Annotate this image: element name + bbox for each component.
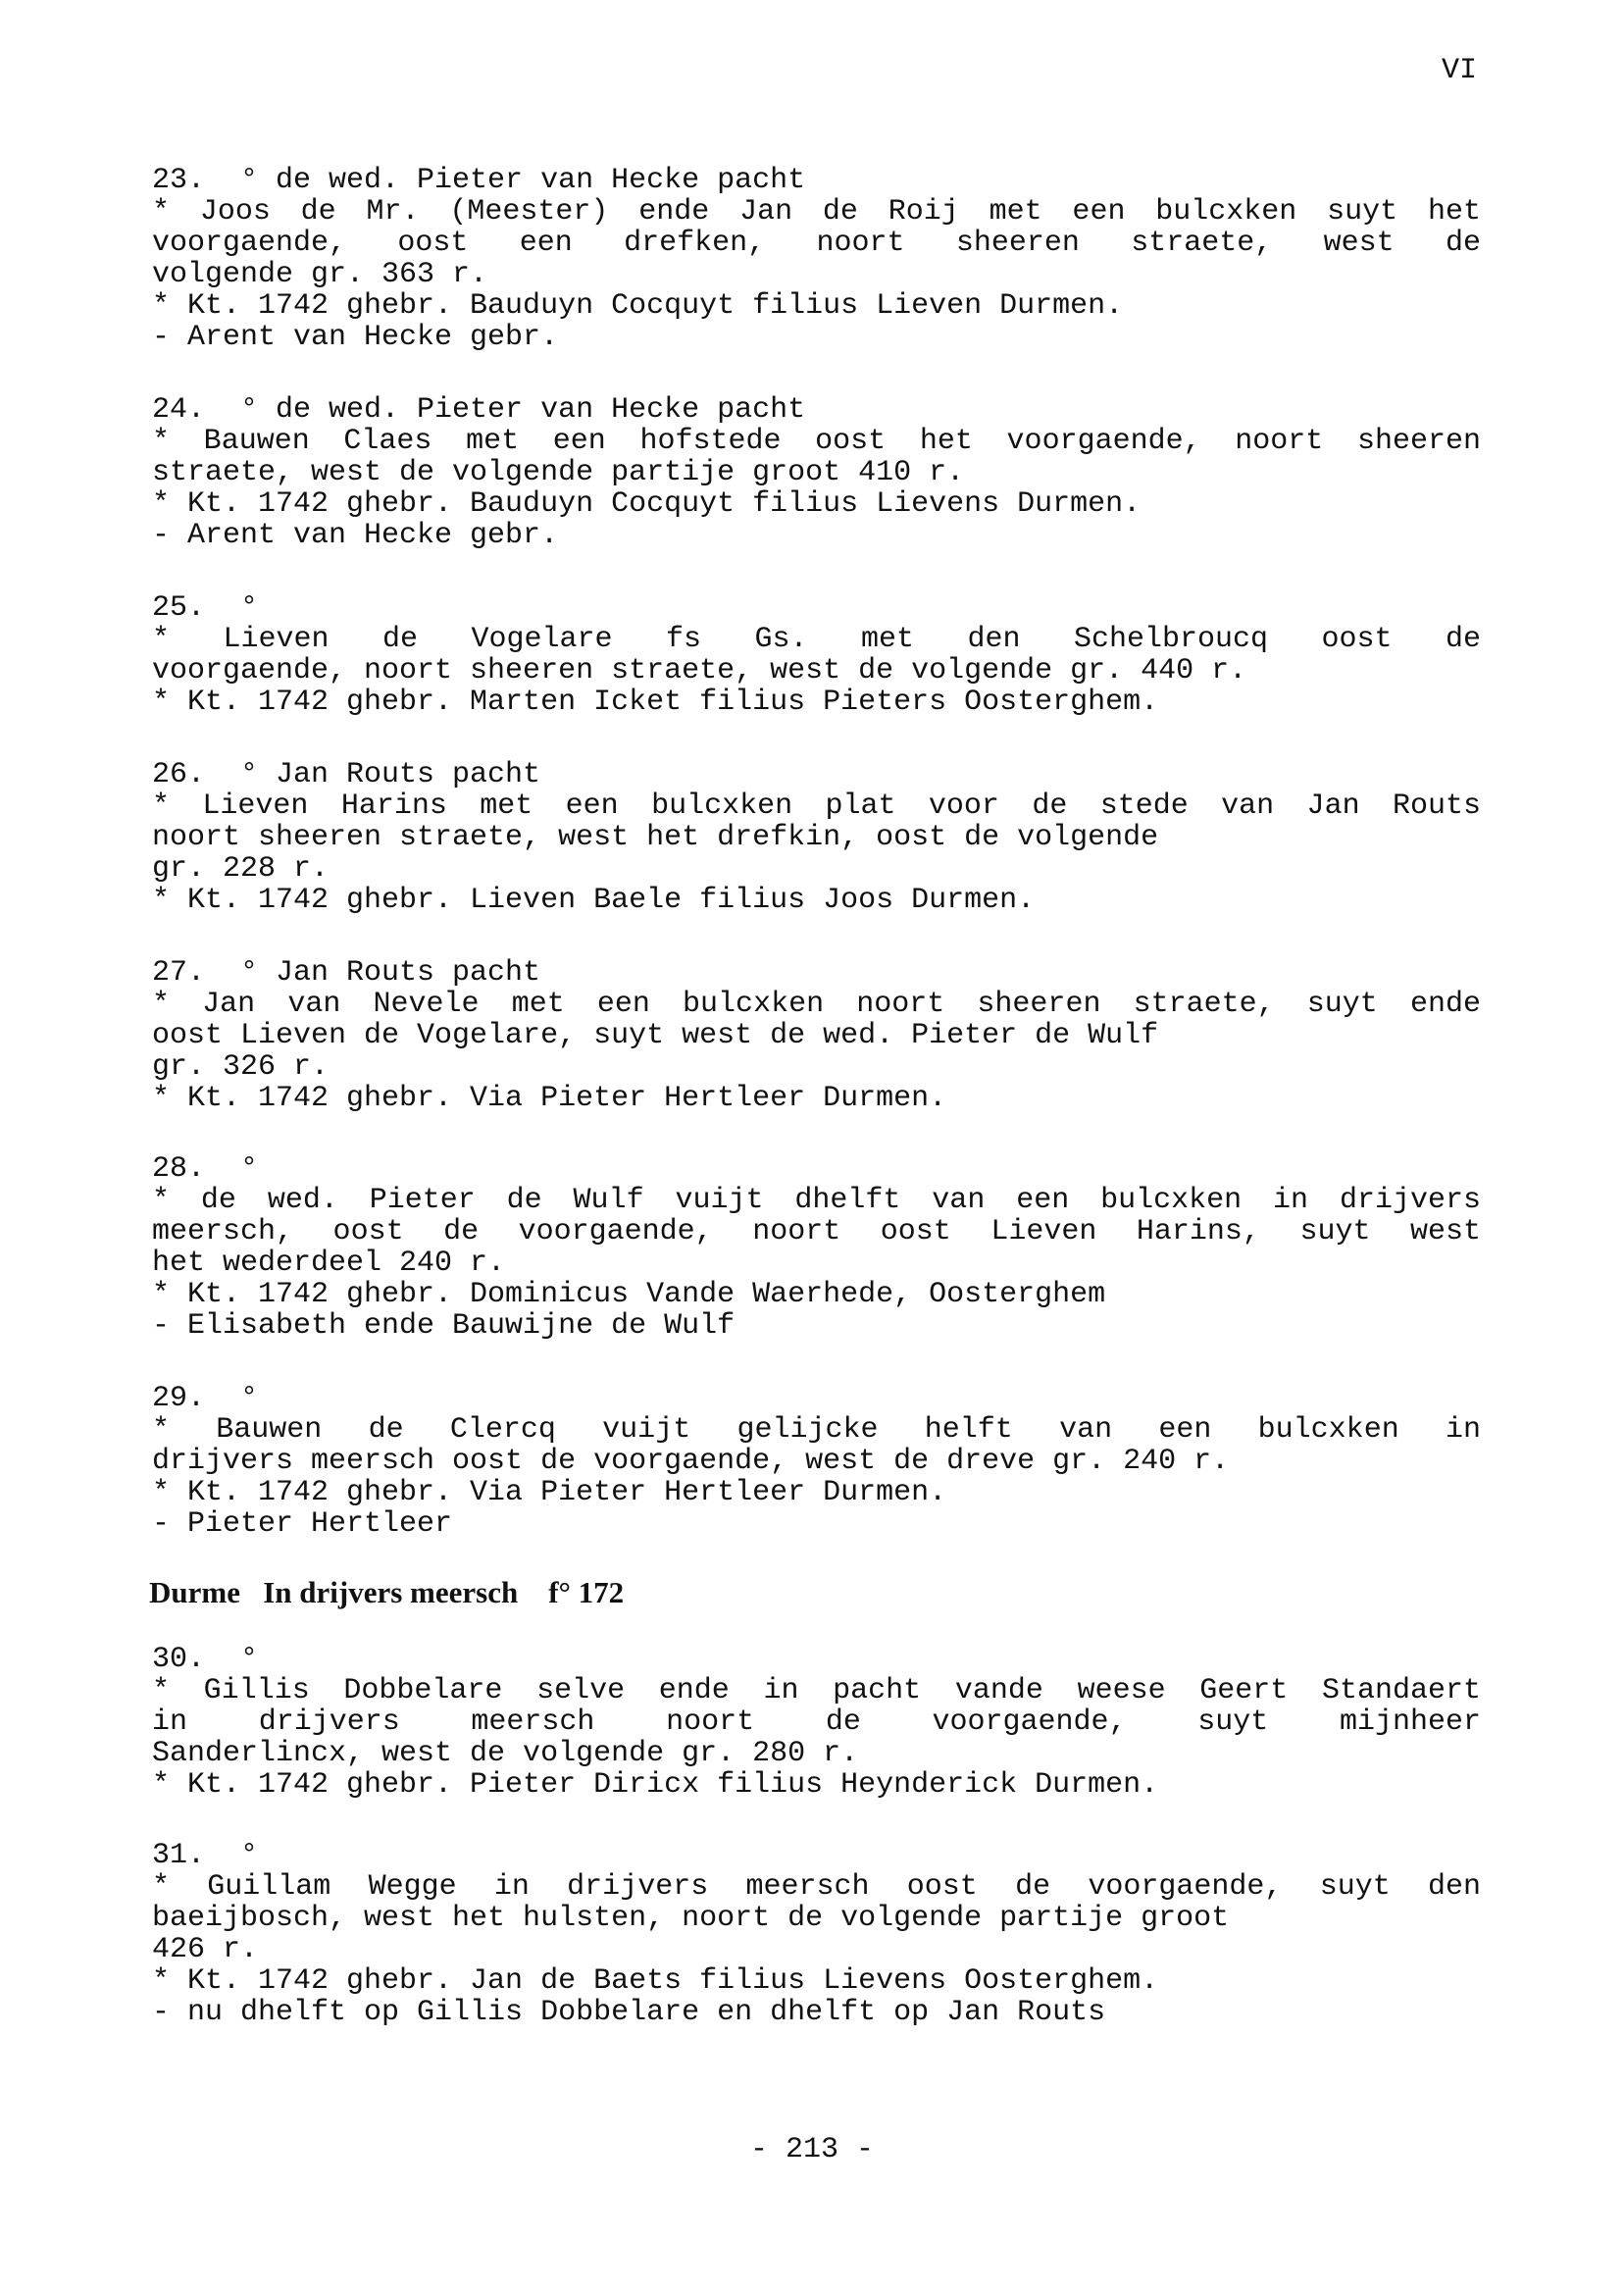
entry-head: 28. ° [152,1152,259,1186]
entry-line: noort sheeren straete, west het drefkin, oost de volgende [152,821,1159,854]
entry-line: volgende gr. 363 r. [152,258,488,291]
entry-head: 30. ° [152,1643,259,1676]
entry-26 [152,759,1481,916]
entry-line: * Bauwen Claes met een hofstede oost het voorgaende, noort sheeren [152,425,1481,458]
entry-line: gr. 228 r. [152,852,330,886]
entry-line: voorgaende, noort sheeren straete, west de volgende gr. 440 r. [152,654,1247,687]
entry-head: 23. ° de wed. Pieter van Hecke pacht [152,164,806,197]
entry-line: baeijbosch, west het hulsten, noort de volgende partije groot [152,1902,1230,1935]
section-heading: Durme In drijvers meersch f° 172 [149,1575,625,1609]
entry-line: voorgaende, oost een drefken, noort sheeren straete, west de [152,227,1481,260]
entry-30 [152,1644,1481,1801]
entry-line: - Arent van Hecke gebr. [152,519,559,552]
entry-line: * Bauwen de Clercq vuijt gelijcke helft van een bulcxken in [152,1413,1481,1447]
entry-line: oost Lieven de Vogelare, suyt west de wed. Pieter de Wulf [152,1019,1159,1052]
entry-31 [152,1840,1481,2028]
entry-line: gr. 326 r. [152,1050,330,1084]
entry-29 [152,1383,1481,1540]
entry-27 [152,957,1481,1114]
entry-head: 25. ° [152,591,259,625]
entry-line: * Kt. 1742 ghebr. Via Pieter Hertleer Durmen. [152,1082,947,1115]
entry-line: meersch, oost de voorgaende, noort oost Lieven Harins, suyt west [152,1215,1481,1248]
page-number: - 213 - [749,2133,875,2166]
entry-line: * Kt. 1742 ghebr. Via Pieter Hertleer Durmen. [152,1476,947,1509]
entry-head: 31. ° [152,1839,259,1872]
entry-line: 426 r. [152,1933,259,1966]
entry-line: - nu dhelft op Gillis Dobbelare en dhelft op Jan Routs [152,1996,1106,2029]
entry-28 [152,1153,1481,1342]
section-label: VI [1441,54,1477,87]
entry-line: * Joos de Mr. (Meester) ende Jan de Roij met een bulcxken suyt het [152,195,1481,229]
entry-line: * Kt. 1742 ghebr. Dominicus Vande Waerhede, Oosterghem [152,1278,1106,1311]
entry-head: 29. ° [152,1382,259,1415]
entry-line: Sanderlincx, west de volgende gr. 280 r. [152,1737,859,1770]
entry-23 [152,165,1481,353]
entry-line: * Kt. 1742 ghebr. Jan de Baets filius Lievens Oosterghem. [152,1964,1159,1998]
entry-line: - Arent van Hecke gebr. [152,321,559,354]
entry-head: 26. ° Jan Routs pacht [152,758,541,791]
entry-line: * Kt. 1742 ghebr. Bauduyn Cocquyt filius Lieven Durmen. [152,289,1124,323]
entry-line: * Kt. 1742 ghebr. Lieven Baele filius Joos Durmen. [152,884,1036,917]
entry-line: - Pieter Hertleer [152,1507,453,1541]
entry-head: 27. ° Jan Routs pacht [152,956,541,990]
entry-24 [152,394,1481,551]
entry-line: * Kt. 1742 ghebr. Pieter Diricx filius Heynderick Durmen. [152,1768,1159,1802]
entry-head: 24. ° de wed. Pieter van Hecke pacht [152,393,806,427]
entry-line: * Lieven Harins met een bulcxken plat voor de stede van Jan Routs [152,789,1481,823]
entry-25 [152,592,1481,718]
entry-line: * Gillis Dobbelare selve ende in pacht vande weese Geert Standaert [152,1674,1481,1707]
entry-line: * Kt. 1742 ghebr. Bauduyn Cocquyt filius Lievens Durmen. [152,487,1142,521]
entry-line: * Guillam Wegge in drijvers meersch oost de voorgaende, suyt den [152,1870,1481,1904]
entry-line: * Jan van Nevele met een bulcxken noort sheeren straete, suyt ende [152,988,1481,1021]
entry-line: drijvers meersch oost de voorgaende, west de dreve gr. 240 r. [152,1445,1230,1478]
entry-line: * de wed. Pieter de Wulf vuijt dhelft van een bulcxken in drijvers [152,1184,1481,1217]
entry-line: * Kt. 1742 ghebr. Marten Icket filius Pieters Oosterghem. [152,686,1159,719]
entry-line: straete, west de volgende partije groot 410 r. [152,456,965,489]
entry-line: * Lieven de Vogelare fs Gs. met den Schelbroucq oost de [152,623,1481,656]
entry-line: het wederdeel 240 r. [152,1247,506,1280]
entry-line: - Elisabeth ende Bauwijne de Wulf [152,1309,736,1343]
entry-line: in drijvers meersch noort de voorgaende, suyt mijnheer [152,1706,1481,1739]
